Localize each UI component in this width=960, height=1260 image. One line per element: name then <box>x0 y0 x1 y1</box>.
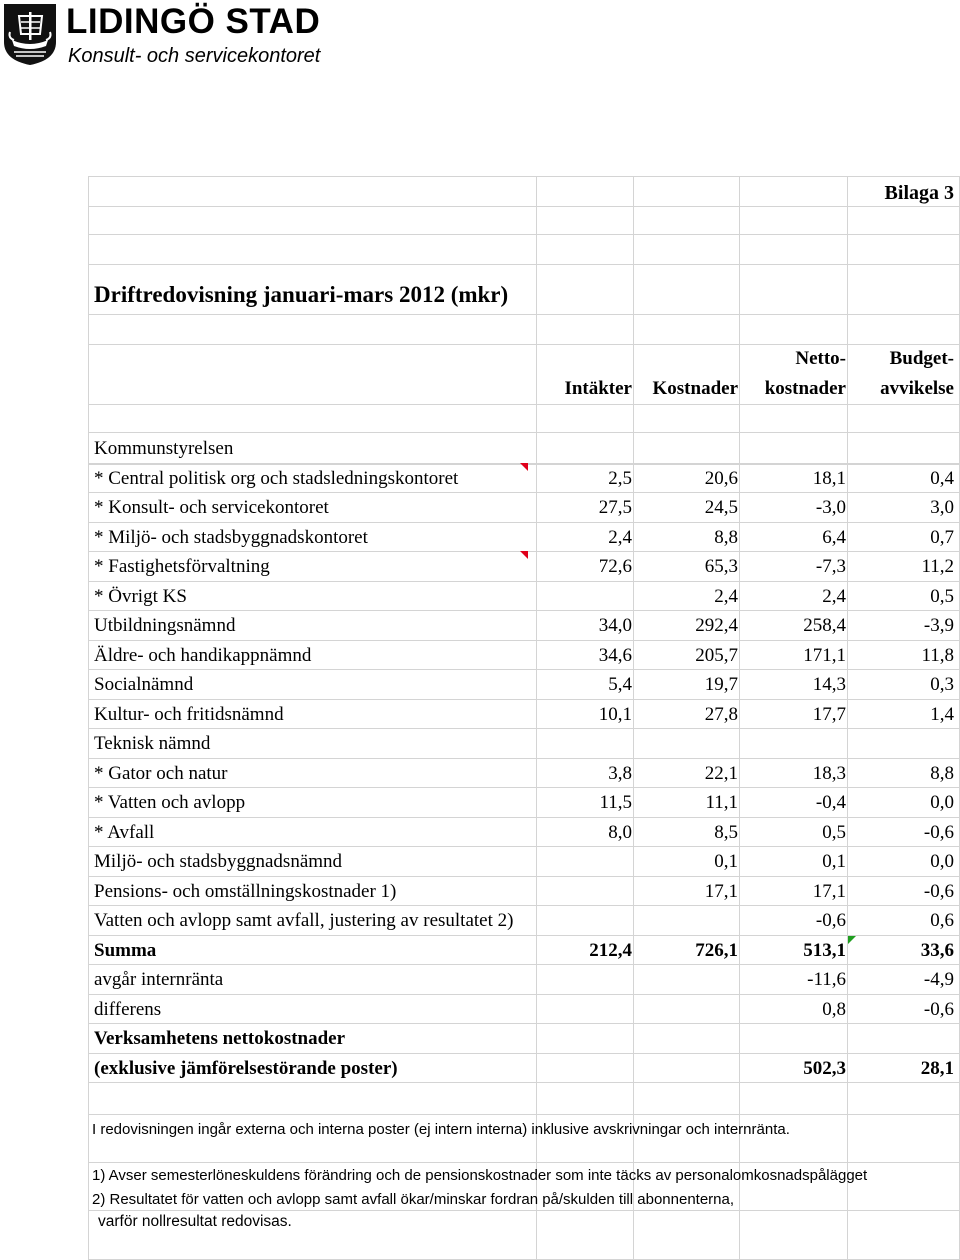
row-value: 8,8 <box>714 526 738 548</box>
row-value <box>740 1024 846 1054</box>
row-value: 20,6 <box>704 467 738 489</box>
row-value <box>848 1024 954 1054</box>
row-value: 8,5 <box>714 821 738 843</box>
row-label: Äldre- och handikappnämnd <box>94 644 312 666</box>
row-value: -11,6 <box>807 969 846 990</box>
row-value: 11,5 <box>599 792 632 813</box>
row-value: 72,6 <box>598 556 632 577</box>
row-value: 292,4 <box>695 615 738 636</box>
row-label: differens <box>94 998 162 1020</box>
row-value: 10,1 <box>598 703 632 725</box>
row-value: 3,0 <box>930 497 954 518</box>
department-name: Konsult- och servicekontoret <box>68 45 321 67</box>
row-value: 0,1 <box>714 851 738 872</box>
row-value <box>848 729 954 759</box>
row-value: 27,8 <box>704 703 738 725</box>
row-value: 513,1 <box>803 939 846 961</box>
row-label: Teknisk nämnd <box>94 733 211 754</box>
row-value: 0,6 <box>930 910 954 931</box>
row-label: Verksamhetens nettokostnader <box>94 1028 346 1049</box>
col-header-kostnader: Kostnader <box>652 378 738 399</box>
row-value: 24,5 <box>704 497 738 518</box>
row-value <box>538 995 632 1025</box>
row-value: 2,4 <box>822 585 846 607</box>
spreadsheet <box>88 176 960 1260</box>
row-value: 34,0 <box>598 615 632 636</box>
row-value <box>634 1054 738 1084</box>
row-value: 28,1 <box>920 1057 954 1079</box>
row-value: 0,5 <box>930 585 954 607</box>
row-label: Pensions- och omställningskostnader 1) <box>94 880 397 902</box>
row-value <box>538 965 632 995</box>
row-value <box>538 906 632 936</box>
footnote-2-continued: varför nollresultat redovisas. <box>98 1213 292 1230</box>
row-value <box>538 1054 632 1084</box>
row-label: * Miljö- och stadsbyggnadskontoret <box>94 526 368 548</box>
col-header-netto-line2: kostnader <box>764 378 846 399</box>
row-value: 2,5 <box>608 467 632 489</box>
row-value: 5,4 <box>608 674 632 695</box>
row-value: 0,0 <box>930 851 954 872</box>
viking-ship-logo-icon <box>2 2 58 66</box>
row-label: (exklusive jämförelsestörande poster) <box>94 1057 398 1079</box>
row-value: 0,5 <box>822 821 846 843</box>
row-value: 1,4 <box>930 703 954 725</box>
row-value: 11,8 <box>921 644 954 666</box>
row-value: -0,6 <box>815 910 846 931</box>
appendix-label: Bilaga 3 <box>884 182 954 204</box>
row-value: 17,1 <box>704 880 738 902</box>
row-value: 0,4 <box>930 467 954 489</box>
row-value: 0,8 <box>822 998 846 1020</box>
footnote-2: 2) Resultatet för vatten och avlopp samt avfall ökar/minskar fordran på/skulden till abonnenterna, <box>92 1191 735 1208</box>
row-value: 27,5 <box>598 497 632 518</box>
col-header-intakter: Intäkter <box>564 378 632 399</box>
row-value <box>848 434 954 464</box>
page-header <box>0 0 960 80</box>
row-label: * Övrigt KS <box>94 585 187 607</box>
row-value: 33,6 <box>920 939 954 961</box>
row-value: 22,1 <box>704 762 738 784</box>
footnote-general: I redovisningen ingår externa och interna poster (ej intern interna) inklusive avskrivningar och internränta. <box>92 1121 790 1138</box>
row-label: Vatten och avlopp samt avfall, justering av resultatet 2) <box>94 910 514 931</box>
row-value: 17,1 <box>812 880 846 902</box>
row-value <box>538 729 632 759</box>
col-header-netto-line1: Netto- <box>795 348 846 369</box>
row-value: 14,3 <box>812 674 846 695</box>
row-value <box>634 729 738 759</box>
row-value: 34,6 <box>598 644 632 666</box>
comment-marker-icon <box>520 463 528 471</box>
row-value <box>634 906 738 936</box>
row-value <box>538 1024 632 1054</box>
row-label: * Central politisk org och stadsledningskontoret <box>94 467 459 489</box>
row-value <box>538 877 632 907</box>
row-value: -3,9 <box>923 615 954 636</box>
org-name: LIDINGÖ STAD <box>66 2 321 41</box>
row-value <box>740 434 846 464</box>
comment-marker-icon <box>848 936 856 944</box>
row-value: 19,7 <box>704 674 738 695</box>
row-value: 17,7 <box>812 703 846 725</box>
row-value: 18,3 <box>812 762 846 784</box>
row-value: 2,4 <box>714 585 738 607</box>
row-value <box>634 1024 738 1054</box>
row-value <box>538 847 632 877</box>
row-value <box>538 582 632 612</box>
col-header-budget-line2: avvikelse <box>880 378 954 399</box>
row-value: 726,1 <box>695 939 738 961</box>
row-value: 8,0 <box>608 821 632 843</box>
row-value: 212,4 <box>589 939 632 961</box>
row-value: -0,6 <box>923 998 954 1020</box>
row-value: 205,7 <box>695 644 738 666</box>
row-value: 11,2 <box>921 556 954 577</box>
row-value: -0,6 <box>923 821 954 843</box>
row-label: Kommunstyrelsen <box>94 438 234 459</box>
row-label: Summa <box>94 939 157 961</box>
row-label: * Avfall <box>94 821 155 843</box>
row-value: -0,4 <box>815 792 846 813</box>
row-label: * Vatten och avlopp <box>94 792 246 813</box>
row-value: 6,4 <box>822 526 846 548</box>
row-label: avgår internränta <box>94 969 224 990</box>
report-title: Driftredovisning januari-mars 2012 (mkr) <box>94 282 509 307</box>
row-value <box>634 995 738 1025</box>
row-value: 0,0 <box>930 792 954 813</box>
row-value <box>634 965 738 995</box>
row-value: 2,4 <box>608 526 632 548</box>
row-value: 0,3 <box>930 674 954 695</box>
row-value: 171,1 <box>803 644 846 666</box>
row-label: * Fastighetsförvaltning <box>94 556 270 577</box>
row-value: 11,1 <box>705 792 738 813</box>
row-value: 502,3 <box>803 1057 846 1079</box>
row-label: * Gator och natur <box>94 762 228 784</box>
row-label: * Konsult- och servicekontoret <box>94 497 329 518</box>
comment-marker-icon <box>520 551 528 559</box>
row-value <box>740 729 846 759</box>
row-value: 258,4 <box>803 615 846 636</box>
footnote-1: 1) Avser semesterlöneskuldens förändring och de pensionskostnader som inte täcks av personalomkosnadspålägget <box>92 1167 868 1184</box>
row-value: 18,1 <box>812 467 846 489</box>
row-label: Socialnämnd <box>94 674 194 695</box>
row-label: Utbildningsnämnd <box>94 615 236 636</box>
row-value: 0,7 <box>930 526 954 548</box>
row-label: Kultur- och fritidsnämnd <box>94 703 284 725</box>
col-header-budget-line1: Budget- <box>889 348 954 369</box>
row-value: 8,8 <box>930 762 954 784</box>
row-value: 65,3 <box>704 556 738 577</box>
row-value: -4,9 <box>923 969 954 990</box>
row-value <box>634 434 738 464</box>
row-label: Miljö- och stadsbyggnadsnämnd <box>94 851 343 872</box>
row-value <box>538 434 632 464</box>
row-value: 3,8 <box>608 762 632 784</box>
row-value: 0,1 <box>822 851 846 872</box>
row-value: -0,6 <box>923 880 954 902</box>
row-value: -7,3 <box>815 556 846 577</box>
row-value: -3,0 <box>815 497 846 518</box>
